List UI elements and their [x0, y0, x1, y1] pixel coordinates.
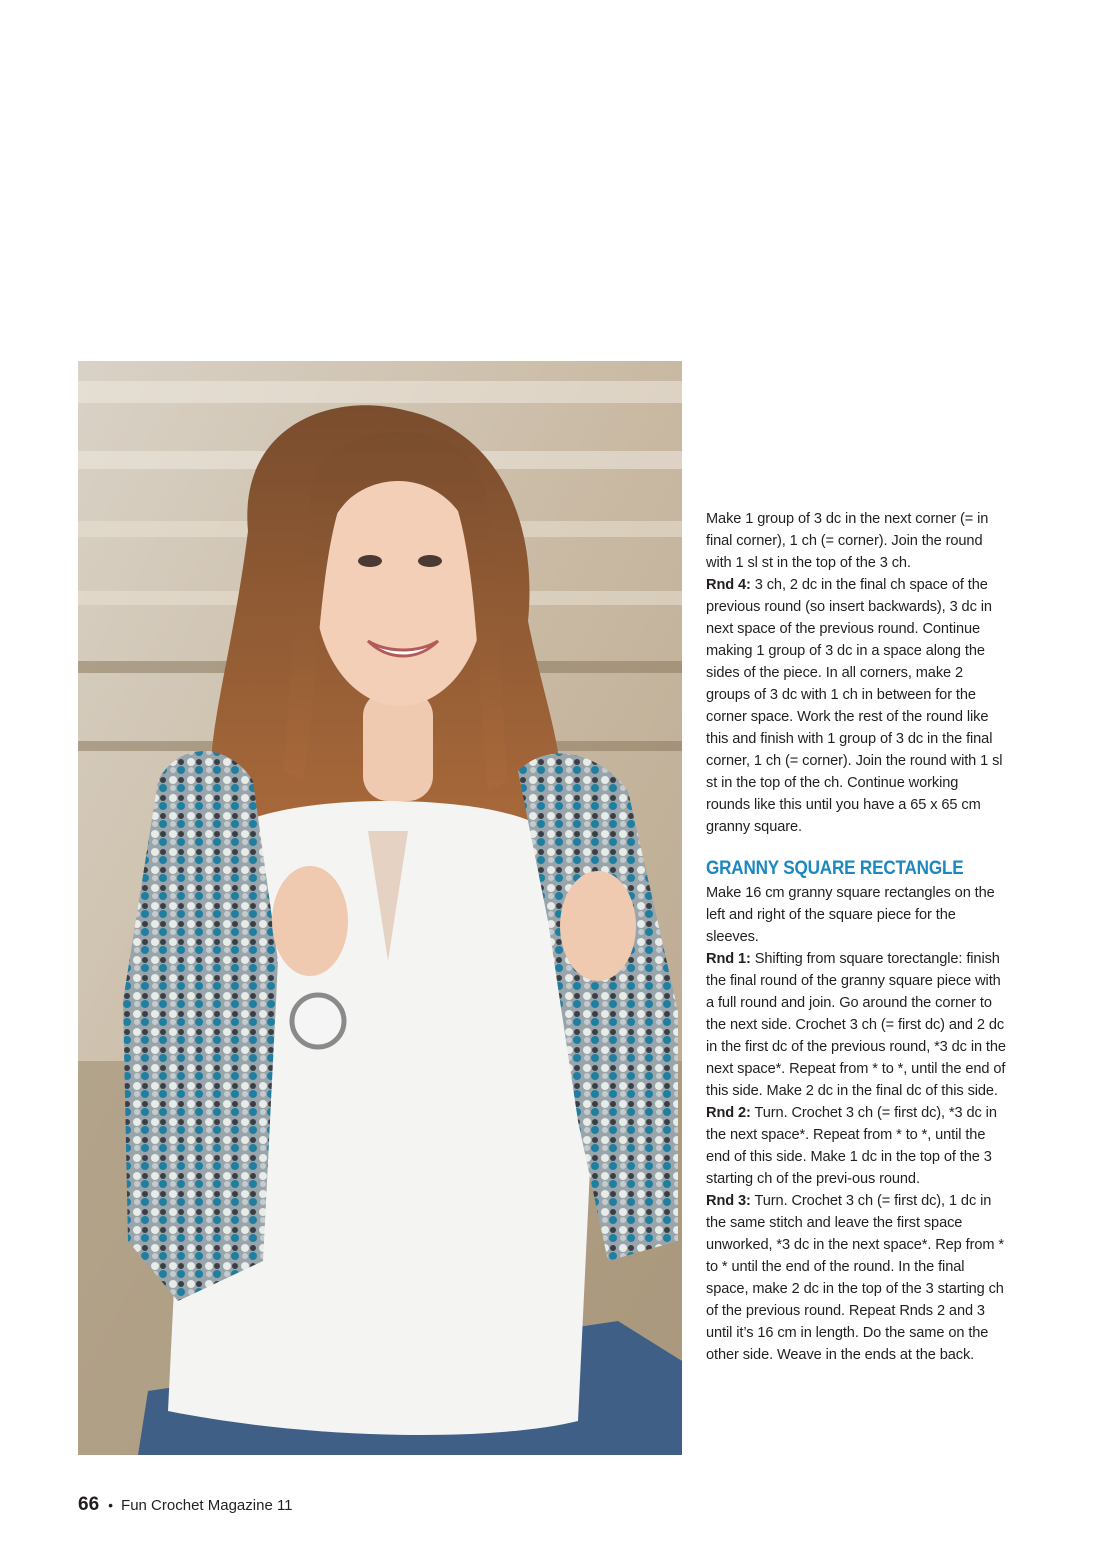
- model-photo: [78, 361, 682, 1455]
- round-1-text: Shifting from square torectangle: finish the final round of the granny square piece with a full round and join. Go around the corner to the next side. Crochet 3 ch (= first dc) and 2 dc in the first dc of the previous round, *3 dc in the next space*. Repeat from * to *, until the end of this side. Make 2 dc in the final dc of this side.: [706, 951, 1006, 1099]
- round-3-text: Turn. Crochet 3 ch (= first dc), 1 dc in the same stitch and leave the first space unworked, *3 dc in the next space*. Rep from * to * until the end of the round. In the final space, make 2 dc in the top of the 3 starting ch of the previous round. Repeat Rnds 2 and 3 until it’s 16 cm in length. Do the same on the other side. Weave in the ends at the back.: [706, 1193, 1004, 1363]
- rectangle-intro-paragraph: Make 16 cm granny square rectangles on the left and right of the square piece for the sleeves.: [706, 885, 995, 945]
- round-3-label: Rnd 3:: [706, 1193, 751, 1209]
- instructions-column: [706, 508, 1006, 1366]
- magazine-title: Fun Crochet Magazine 11: [121, 1497, 293, 1514]
- round-4-label: Rnd 4:: [706, 577, 751, 593]
- intro-paragraph: Make 1 group of 3 dc in the next corner (= in final corner), 1 ch (= corner). Join the round with 1 sl st in the top of the 3 ch.: [706, 511, 989, 571]
- round-4-text: 3 ch, 2 dc in the final ch space of the previous round (so insert backwards), 3 dc in next space of the previous round. Continue making 1 group of 3 dc in a space along the sides of the piece. In all corners, make 2 groups of 3 dc with 1 ch in between for the corner space. Work the rest of the round like this and finish with 1 group of 3 dc in the final corner, 1 ch (= corner). Join the round with 1 sl st in the top of the ch. Continue working rounds like this until you have a 65 x 65 cm granny square.: [706, 577, 1003, 835]
- round-1-paragraph: [706, 948, 1006, 1102]
- photo-illustration: [78, 361, 682, 1455]
- round-2-label: Rnd 2:: [706, 1105, 751, 1121]
- round-1-label: Rnd 1:: [706, 951, 751, 967]
- round-3-paragraph: [706, 1190, 1006, 1366]
- round-2-paragraph: [706, 1102, 1006, 1190]
- round-4-paragraph: [706, 574, 1006, 838]
- section-heading: GRANNY SQUARE RECTANGLE: [706, 858, 964, 879]
- page-number: 66: [78, 1494, 100, 1515]
- page-footer: [78, 1491, 293, 1519]
- footer-bullet: •: [108, 1497, 114, 1513]
- round-2-text: Turn. Crochet 3 ch (= first dc), *3 dc in the next space*. Repeat from * to *, until the end of this side. Make 1 dc in the top of the 3 starting ch of the previ-ous round.: [706, 1105, 997, 1187]
